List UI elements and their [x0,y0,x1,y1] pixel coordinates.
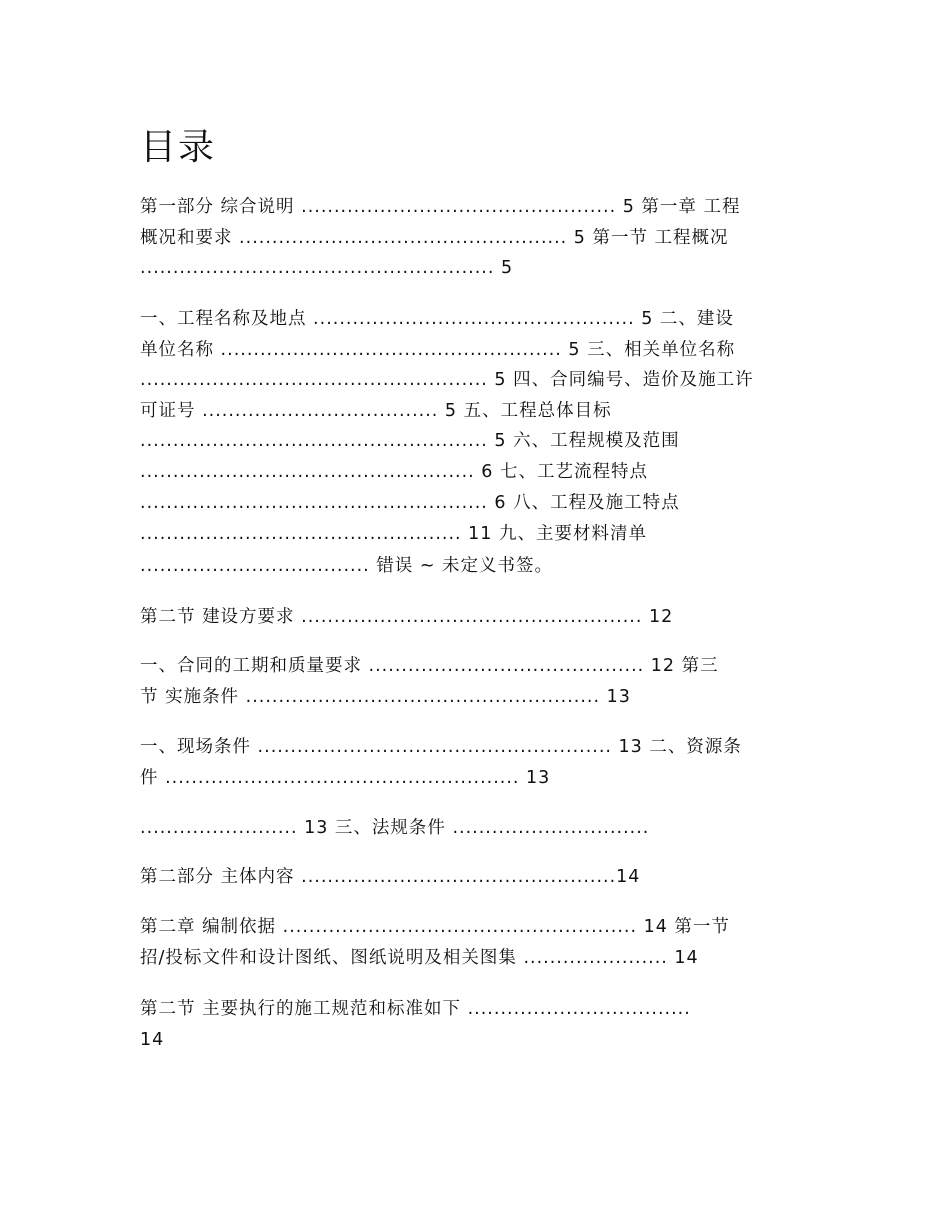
toc-line: ..................................................... 5 四、合同编号、造价及施工许 [140,370,754,390]
toc-line: 14 [140,1030,165,1050]
toc-line: ..................................................... 6 八、工程及施工特点 [140,493,680,513]
toc-line: 招/投标文件和设计图纸、图纸说明及相关图集 ...................... 14 [140,948,699,968]
toc-line: 第一部分 综合说明 ................................................ 5 第一章 工程 [140,197,741,217]
toc-line: 第二节 主要执行的施工规范和标准如下 .................................. [140,999,691,1019]
toc-line: ................................... 错误 ~ 未定义书签。 [140,556,554,576]
toc-line: 一、工程名称及地点 ................................................. 5 二、建设 [140,309,734,329]
toc-line: 可证号 .................................... 5 五、工程总体目标 [140,401,612,421]
toc-line: ...................................................... 5 [140,258,514,278]
toc-line: ................................................. 11 九、主要材料清单 [140,524,647,544]
toc-line: 第二章 编制依据 ...................................................... 14 第一节 [140,917,730,937]
toc-line: ................................................... 6 七、工艺流程特点 [140,462,648,482]
toc-line: 第二节 建设方要求 .................................................... 12 [140,607,674,627]
toc-line: ........................ 13 三、法规条件 .............................. [140,818,650,838]
toc-line: 第二部分 主体内容 ................................................14 [140,867,641,887]
toc-line: 一、合同的工期和质量要求 .......................................... 12 第三 [140,656,719,676]
toc-line: 单位名称 .................................................... 5 三、相关单位名称 [140,340,736,360]
page-title: 目录 [140,127,217,168]
toc-line: 节 实施条件 ...................................................... 13 [140,687,631,707]
toc-line: 概况和要求 .................................................. 5 第一节 工程概况 [140,228,729,248]
toc-line: 一、现场条件 ...................................................... 13 二、资源条 [140,737,742,757]
toc-line: ..................................................... 5 六、工程规模及范围 [140,431,680,451]
toc-line: 件 ...................................................... 13 [140,768,551,788]
